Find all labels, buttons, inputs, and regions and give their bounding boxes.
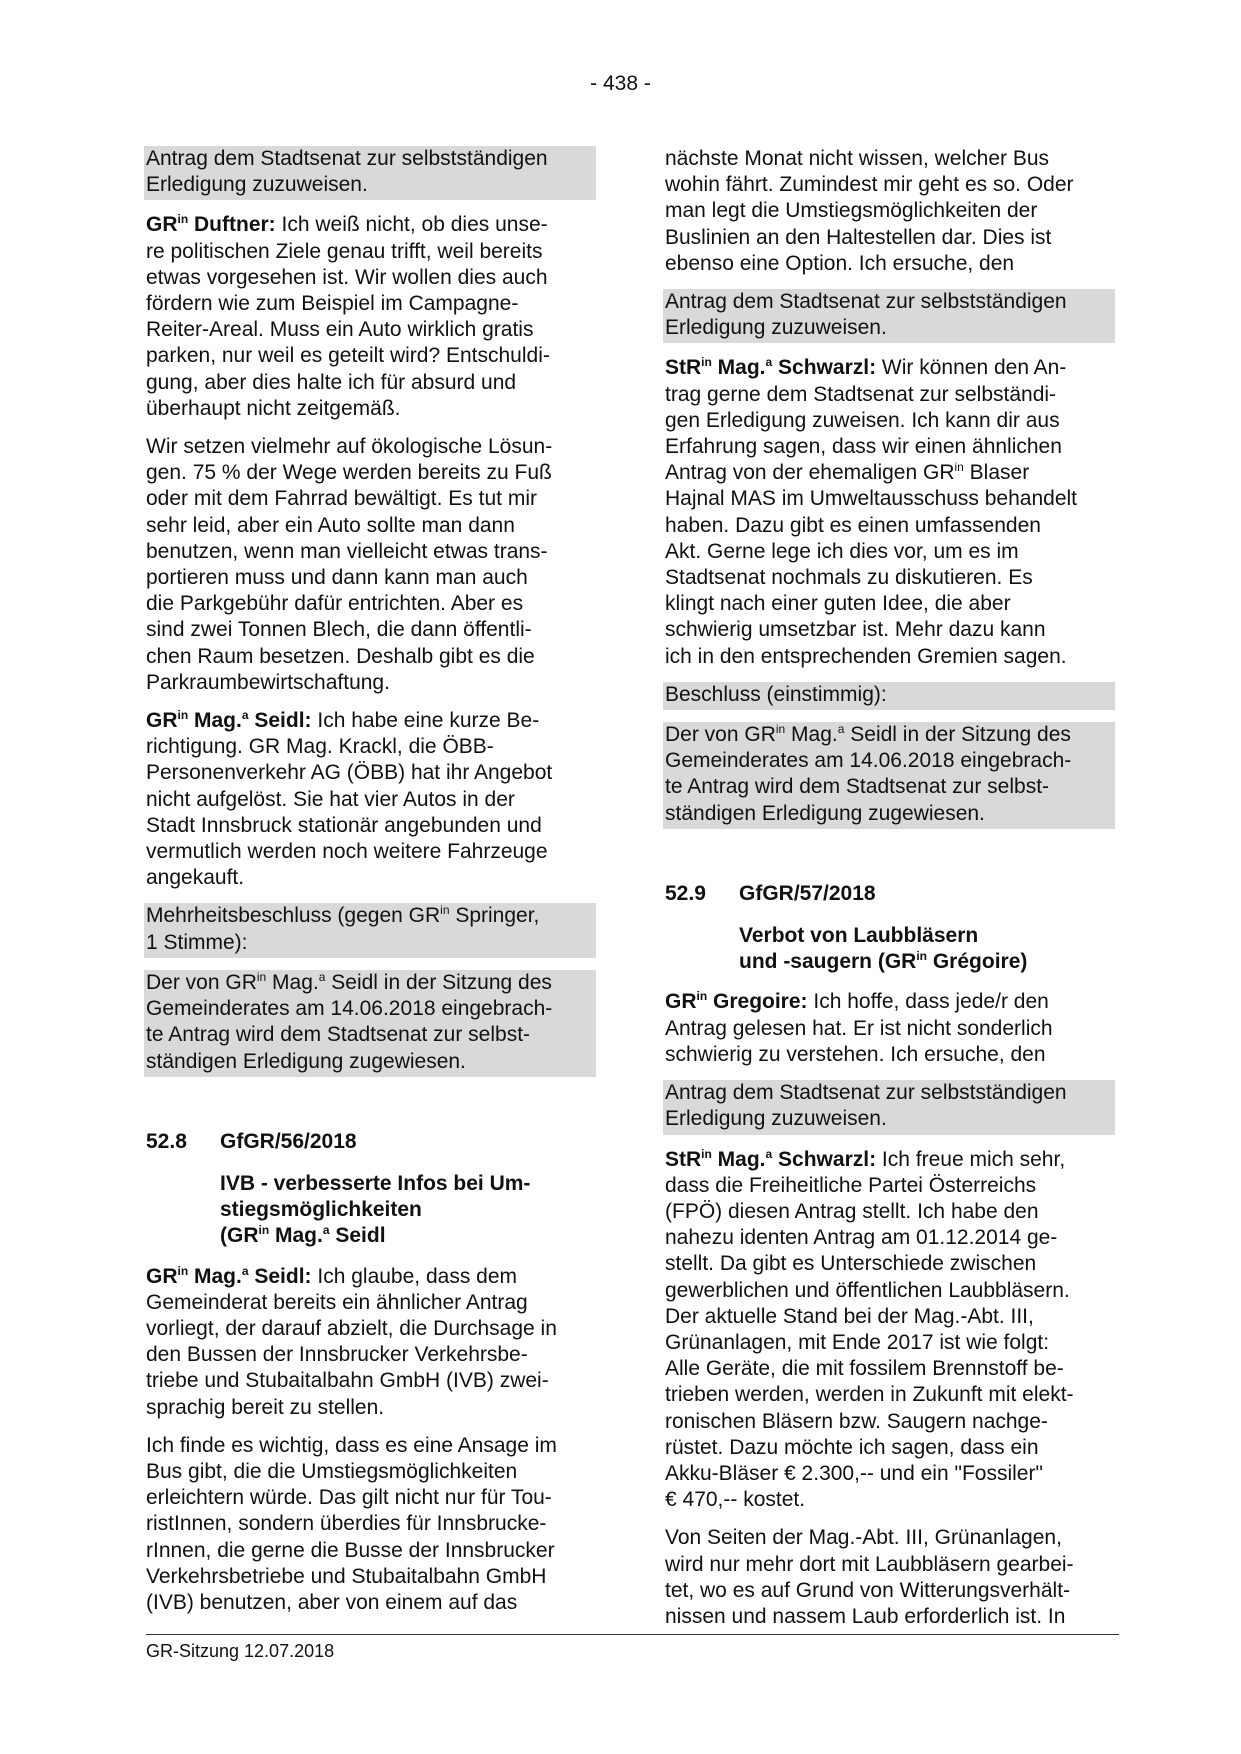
text-line: Erledigung zuzuweisen. xyxy=(146,173,368,197)
speech-schwarzl: StR$^{in}$ Mag.$^a$ Schwarzl: Ich freue mich sehr, dass die Freiheitliche Partei Österreichs (FPÖ) diesen Antrag stellt. Ich habe den nahezu identen Antrag am 01.12.2014 ge- stellt. Da gibt es Unterschiede zwischen gewerblichen und öffentlichen Laubbläsern. Der aktuelle Stand bei der Mag.-Abt. III, Grünanlagen, mit Ende 2017 ist wie folgt: Alle Geräte, die mit fossilem Brennstoff be- trieben werden, werden in Zukunft mit elekt- ronischen Bläsern bzw. Saugern nachge- rüstet. Dazu möchte ich sagen, dass ein Akku-Bläser € 2.300,-- und ein "Fossiler" € 470,-- kostet. xyxy=(665,1146,1074,1512)
speech-gregoire: $GR^{in}$ Gregoire: Ich hoffe, dass jede/r den Antrag gelesen hat. Er ist nicht sonderlich schwierig zu verstehen. Ich ersuche, den xyxy=(665,989,1053,1066)
speech-duftner: $GR^{in}$ Duftner: Ich weiß nicht, ob dies unse- re politischen Ziele genau trifft, weil bereits etwas vorgesehen ist. Wir wollen dies auch fördern wie zum Beispiel im Campagne- Reiter-Areal. Muss ein Auto wirklich gratis parken, nur weil es geteilt wird? Entschuldi- gung, aber dies halte ich für absurd und überhaupt nicht zeitgemäß. xyxy=(146,212,550,420)
left-column xyxy=(146,146,600,1628)
unanimous-decision-box: Beschluss (einstimmig): xyxy=(663,682,1115,710)
section-heading: 52.8 GfGR/56/2018 xyxy=(146,1129,357,1153)
speaker-name: $GR^{in}$ Duftner: xyxy=(146,212,276,237)
section-heading: 52.9 GfGR/57/2018 xyxy=(665,881,876,905)
speaker-name: StR$^{in}$ Mag.$^a$ Schwarzl: xyxy=(665,1146,877,1171)
speaker-name: $GR^{in}$ Gregoire: xyxy=(665,989,808,1014)
paragraph: Ich finde es wichtig, dass es eine Ansage im Bus gibt, die die Umstiegsmöglichkeiten erleichtern würde. Das gilt nicht nur für Tou- ristInnen, sondern überdies für Innsbrucke- rInnen, die gerne die Busse der Innsbrucker Verkehrsbetriebe und Stubaitalbahn GmbH (IVB) benutzen, aber von einem auf das xyxy=(146,1433,557,1614)
speaker-name: StR$^{in}$ Mag.$^a$ Schwarzl: xyxy=(665,355,877,380)
decision-box: Der von $GR^{in}$ Mag.$^a$ Seidl in der Sitzung des Gemeinderates am 14.06.2018 eingebrach- te Antrag wird dem Stadtsenat zur selbst- ständigen Erledigung zugewiesen. xyxy=(144,970,596,1077)
speech-seidl: $GR^{in}$ Mag.$^a$ Seidl: Ich habe eine kurze Be- richtigung. GR Mag. Krackl, die ÖBB- Personenverkehr AG (ÖBB) hat ihr Angebot nicht aufgelöst. Sie hat vier Autos in der Stadt Innsbruck stationär angebunden und vermutlich werden noch weitere Fahrzeuge angekauft. xyxy=(146,708,553,890)
page-number: - 438 - xyxy=(590,72,651,95)
paragraph: Von Seiten der Mag.-Abt. III, Grünanlagen, wird nur mehr dort mit Laubbläsern gearbei- tet, wo es auf Grund von Witterungsverhält- nissen und nassem Laub erforderlich ist. In xyxy=(665,1526,1074,1628)
section-title: IVB - verbesserte Infos bei Um- stiegsmöglichkeiten ($GR^{in}$ Mag.$^a$ Seidl xyxy=(220,1171,531,1248)
text-line: Antrag dem Stadtsenat zur selbstständigen xyxy=(146,147,548,170)
decision-box: Der von $GR^{in}$ Mag.$^a$ Seidl in der Sitzung des Gemeinderates am 14.06.2018 eingebrach- te Antrag wird dem Stadtsenat zur selbst- ständigen Erledigung zugewiesen. xyxy=(663,722,1115,829)
motion-box: Antrag dem Stadtsenat zur selbstständigen Erledigung zuzuweisen. xyxy=(663,1080,1115,1134)
speaker-name: $GR^{in}$ Mag.$^a$ Seidl: xyxy=(146,708,312,733)
speech-schwarzl: StR$^{in}$ Mag.$^a$ Schwarzl: Wir können den An- trag gerne dem Stadtsenat zur selbständi- gen Erledigung zuweisen. Ich kann dir aus Erfahrung sagen, dass wir einen ähnlichen Antrag von der ehemaligen $GR^{in}$ Blaser Hajnal MAS im Umweltausschuss behandelt haben. Dazu gibt es einen umfassenden Akt. Gerne lege ich dies vor, um es im Stadtsenat nochmals zu diskutieren. Es klingt nach einer guten Idee, die aber schwierig umsetzbar ist. Mehr dazu kann ich in den entsprechenden Gremien sagen. xyxy=(665,355,1078,668)
speaker-name: $GR^{in}$ Mag.$^a$ Seidl: xyxy=(146,1263,312,1288)
motion-box: Antrag dem Stadtsenat zur selbstständigen Erledigung zuzuweisen. xyxy=(663,289,1115,343)
footer-rule xyxy=(146,1634,1119,1635)
paragraph: Wir setzen vielmehr auf ökologische Lösun- gen. 75 % der Wege werden bereits zu Fuß oder mit dem Fahrrad bewältigt. Es tut mir sehr leid, aber ein Auto sollte man dann benutzen, wenn man vielleicht etwas trans- portieren muss und dann kann man auch die Parkgebühr dafür entrichten. Aber es sind zwei Tonnen Blech, die dann öffentli- chen Raum besetzen. Deshalb gibt es die Parkraumbewirtschaftung. xyxy=(146,435,553,694)
speech-seidl: $GR^{in}$ Mag.$^a$ Seidl: Ich glaube, dass dem Gemeinderat bereits ein ähnlicher Antrag vorliegt, der darauf abzielt, die Durchsage in den Bussen der Innsbrucker Verkehrsbe- triebe und Stubaitalbahn GmbH (IVB) zwei- sprachig bereit zu stellen. xyxy=(146,1263,557,1419)
motion-box xyxy=(144,146,596,200)
majority-decision-box: Mehrheitsbeschluss (gegen $GR^{in}$ Springer, 1 Stimme): xyxy=(144,903,596,957)
footer: GR-Sitzung 12.07.2018 xyxy=(146,1641,335,1661)
section-title: Verbot von Laubbläsern und -saugern ($GR^{in}$ Grégoire) xyxy=(739,924,1028,974)
paragraph: nächste Monat nicht wissen, welcher Bus wohin fährt. Zumindest mir geht es so. Oder man legt die Umstiegsmöglichkeiten der Buslinien an den Haltestellen dar. Dies ist ebenso eine Option. Ich ersuche, den xyxy=(665,147,1074,275)
right-column xyxy=(665,146,1119,1642)
